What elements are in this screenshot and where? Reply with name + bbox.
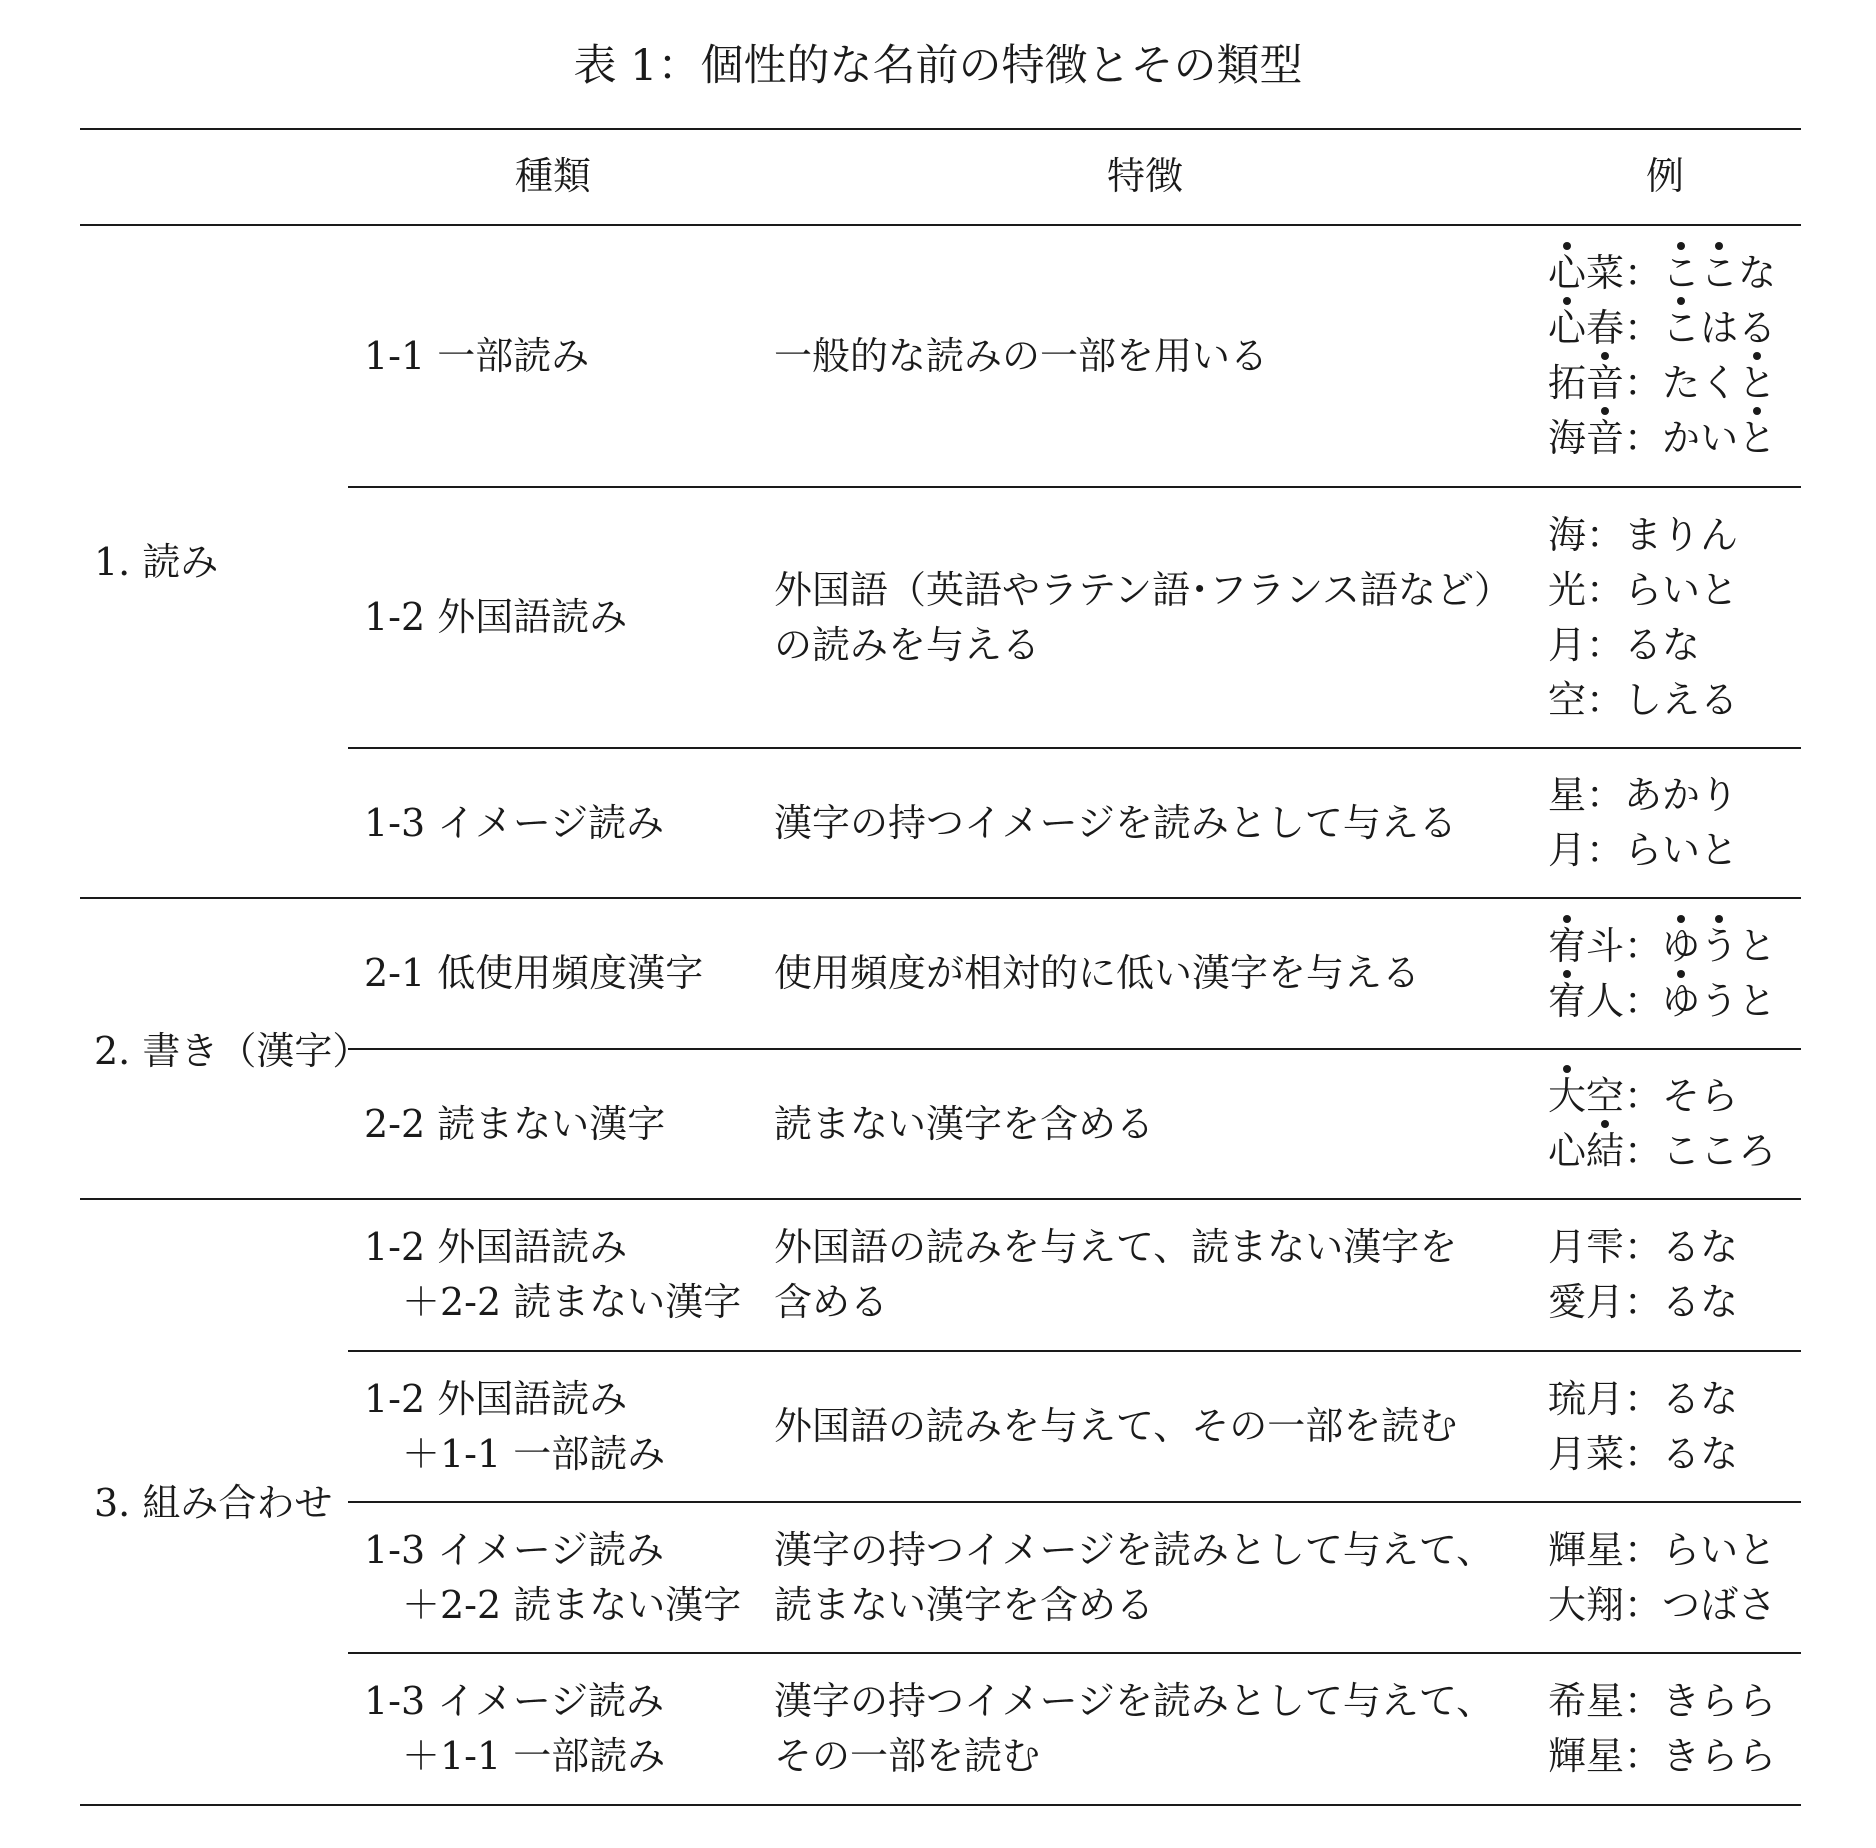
example-line: 海：まりん <box>1548 512 1739 557</box>
row-divider <box>348 486 1801 488</box>
type-cell <box>364 796 664 851</box>
group-divider <box>80 897 1801 899</box>
feature-line: 漢字の持つイメージを読みとして与える <box>774 800 1457 845</box>
type-cell <box>364 1523 741 1633</box>
example-cell <box>1548 1674 1776 1784</box>
type-line: ＋2-2 読まない漢字 <box>402 1582 742 1627</box>
example-line: 琉月：るな <box>1548 1376 1739 1421</box>
example-line: 心菜：ここな <box>1548 246 1776 301</box>
example-line: 海音：かいと <box>1548 411 1776 466</box>
type-line: 1-2 外国語読み <box>364 1376 628 1421</box>
feature-line: 一般的な読みの一部を用いる <box>774 333 1269 378</box>
feature-line: の読みを与える <box>774 622 1041 667</box>
example-line: 光：らいと <box>1548 567 1739 612</box>
example-line: 空：しえる <box>1548 677 1739 722</box>
feature-line: 漢字の持つイメージを読みとして与えて、 <box>774 1527 1495 1572</box>
type-line: ＋1-1 一部読み <box>402 1734 666 1778</box>
type-cell <box>364 1674 665 1784</box>
example-line: 希星：きらら <box>1548 1679 1777 1723</box>
category-combination: 3. 組み合わせ <box>94 1481 333 1525</box>
example-line: 大翔：つばさ <box>1548 1582 1777 1627</box>
type-line: 2-2 読まない漢字 <box>364 1101 666 1146</box>
example-line: 星：あかり <box>1548 773 1739 817</box>
type-line: 1-3 イメージ読み <box>364 1679 665 1723</box>
example-line: 宥人：ゆうと <box>1548 974 1776 1029</box>
bottom-rule <box>80 1804 1801 1806</box>
feature-cell <box>774 1220 1457 1330</box>
example-line: 月雫：るな <box>1548 1225 1739 1269</box>
type-line: 2-1 低使用頻度漢字 <box>364 951 704 995</box>
example-line: 輝星：きらら <box>1548 1734 1777 1778</box>
row-divider <box>348 1501 1801 1503</box>
feature-line: 外国語（英語やラテン語･フランス語など） <box>774 567 1512 612</box>
header-rule <box>80 224 1801 226</box>
feature-cell <box>774 946 1420 1001</box>
type-line: 1-2 外国語読み <box>364 595 628 639</box>
feature-cell <box>774 563 1512 673</box>
feature-line: 漢字の持つイメージを読みとして与えて、 <box>774 1679 1495 1723</box>
category-writing: 2. 書き（漢字） <box>94 1029 371 1073</box>
example-line: 愛月：るな <box>1548 1280 1739 1324</box>
example-line: 月菜：るな <box>1548 1431 1739 1476</box>
feature-line: 読まない漢字を含める <box>774 1582 1155 1627</box>
feature-line: 含める <box>774 1280 889 1324</box>
feature-line: 読まない漢字を含める <box>774 1101 1155 1146</box>
feature-line: 使用頻度が相対的に低い漢字を与える <box>774 951 1421 995</box>
example-line: 拓音：たくと <box>1548 356 1776 411</box>
example-cell <box>1548 768 1738 878</box>
feature-line: 外国語の読みを与えて、読まない漢字を <box>774 1225 1458 1269</box>
header-feature: 特徴 <box>1106 154 1183 198</box>
header-type: 種類 <box>514 154 591 198</box>
example-cell <box>1548 919 1776 1029</box>
example-line: 月：るな <box>1548 622 1701 667</box>
example-cell <box>1548 1372 1738 1482</box>
feature-cell <box>774 1674 1494 1784</box>
row-divider <box>348 747 1801 749</box>
type-line: ＋1-1 一部読み <box>402 1431 666 1476</box>
row-divider <box>348 1048 1801 1050</box>
type-cell <box>364 590 627 645</box>
type-cell <box>364 1372 665 1482</box>
example-cell <box>1548 246 1776 466</box>
feature-line: その一部を読む <box>774 1734 1041 1778</box>
feature-cell <box>774 1097 1154 1152</box>
category-reading: 1. 読み <box>94 540 219 584</box>
example-cell <box>1548 1523 1776 1633</box>
feature-cell <box>774 796 1457 851</box>
type-line: 1-3 イメージ読み <box>364 800 665 845</box>
example-line: 月：らいと <box>1548 828 1739 872</box>
example-cell <box>1548 1069 1776 1179</box>
feature-cell <box>774 1399 1457 1454</box>
example-line: 大空：そら <box>1548 1069 1776 1124</box>
row-divider <box>348 1350 1801 1352</box>
example-line: 心春：こはる <box>1548 301 1776 356</box>
type-line: 1-3 イメージ読み <box>364 1527 665 1572</box>
type-cell <box>364 1220 741 1330</box>
type-cell <box>364 946 703 1001</box>
row-divider <box>348 1652 1801 1654</box>
type-line: ＋2-2 読まない漢字 <box>402 1280 742 1324</box>
top-rule <box>80 128 1801 130</box>
type-cell <box>364 329 589 384</box>
group-divider <box>80 1198 1801 1200</box>
example-line: 輝星：らいと <box>1548 1527 1777 1572</box>
header-example: 例 <box>1645 154 1684 198</box>
example-cell <box>1548 508 1738 728</box>
type-line: 1-1 一部読み <box>364 333 590 378</box>
feature-line: 外国語の読みを与えて、その一部を読む <box>774 1404 1458 1448</box>
type-cell <box>364 1097 665 1152</box>
example-cell <box>1548 1220 1738 1330</box>
example-line: 宥斗：ゆうと <box>1548 919 1776 974</box>
example-line: 心結：こころ <box>1548 1124 1776 1179</box>
feature-cell <box>774 1523 1494 1633</box>
table-title: 表 1：個性的な名前の特徴とその類型 <box>573 41 1303 91</box>
type-line: 1-2 外国語読み <box>364 1225 628 1269</box>
feature-cell <box>774 329 1268 384</box>
